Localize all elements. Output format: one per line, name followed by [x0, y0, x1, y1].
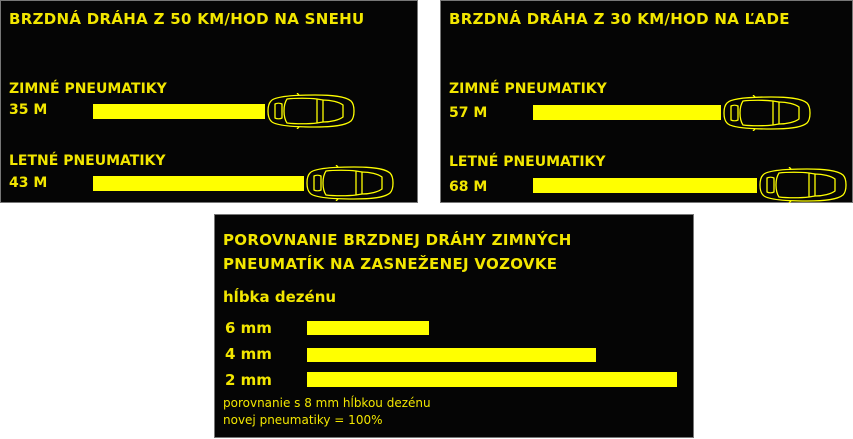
bar-winter — [533, 105, 721, 120]
car-icon — [265, 93, 357, 129]
category-label: 4 mm — [225, 345, 272, 363]
bar-summer — [93, 176, 304, 191]
chart-title-line-2: PNEUMATÍK NA ZASNEŽENEJ VOZOVKE — [223, 255, 558, 273]
bar-2mm — [307, 372, 677, 387]
category-label: 6 mm — [225, 319, 272, 337]
bar-summer — [533, 178, 757, 193]
footnote-line-1: porovnanie s 8 mm hĺbkou dezénu — [223, 396, 431, 410]
category-label-summer: LETNÉ PNEUMATIKY — [9, 153, 166, 169]
chart-title: BRZDNÁ DRÁHA Z 50 KM/HOD NA SNEHU — [9, 10, 365, 28]
chart-title-line-1: POROVNANIE BRZDNEJ DRÁHY ZIMNÝCH — [223, 231, 572, 249]
chart-tread-panel — [214, 214, 694, 438]
chart-ice-panel — [440, 0, 853, 203]
value-label-summer: 43 M — [9, 175, 48, 191]
footnote-line-2: novej pneumatiky = 100% — [223, 413, 383, 427]
chart-snow-panel — [0, 0, 418, 203]
value-label-winter: 35 M — [9, 102, 48, 118]
car-icon — [304, 165, 396, 201]
value-label-winter: 57 M — [449, 105, 488, 121]
category-label: 2 mm — [225, 371, 272, 389]
car-icon — [757, 167, 849, 203]
car-icon — [721, 95, 813, 131]
chart-title: BRZDNÁ DRÁHA Z 30 KM/HOD NA ĽADE — [449, 10, 790, 28]
bar-6mm — [307, 321, 429, 335]
value-label-summer: 68 M — [449, 179, 488, 195]
bar-winter — [93, 104, 265, 119]
bar-4mm — [307, 348, 596, 362]
category-label-winter: ZIMNÉ PNEUMATIKY — [449, 81, 607, 97]
chart-subtitle: hĺbka dezénu — [223, 288, 337, 306]
category-label-winter: ZIMNÉ PNEUMATIKY — [9, 81, 167, 97]
category-label-summer: LETNÉ PNEUMATIKY — [449, 154, 606, 170]
